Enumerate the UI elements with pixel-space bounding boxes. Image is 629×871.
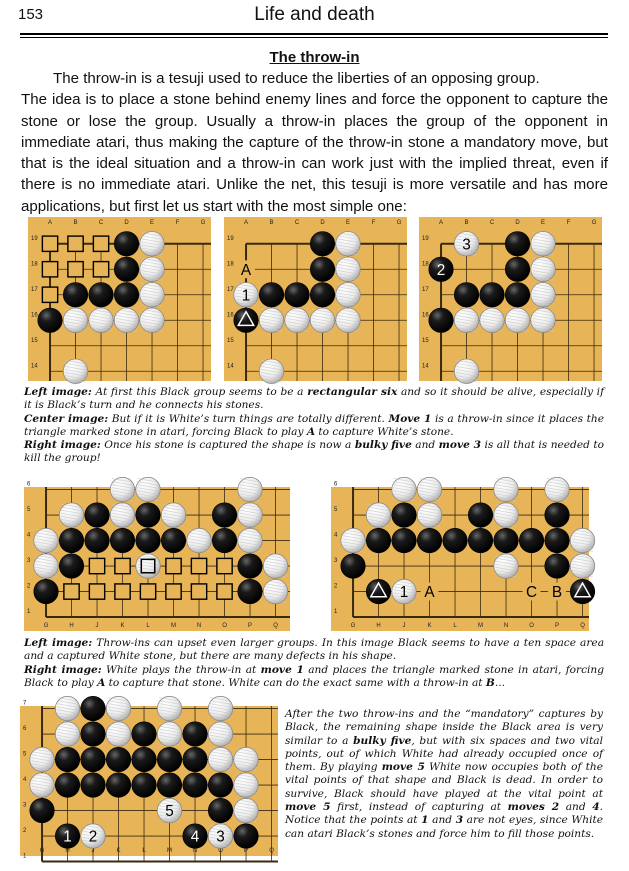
go-diagram-throw-ins-a-b	[331, 481, 589, 631]
row-coordinate: 19	[227, 235, 234, 242]
white-stone	[208, 747, 232, 771]
black-stone	[106, 747, 130, 771]
black-stone	[392, 528, 416, 552]
black-stone	[366, 528, 390, 552]
black-stone	[505, 283, 529, 307]
white-stone	[310, 308, 334, 332]
column-coordinate: J	[95, 623, 99, 629]
column-coordinate: K	[116, 848, 121, 854]
go-diagram-rectangular-six	[28, 217, 211, 381]
white-stone	[55, 722, 79, 746]
caption-right-image: Right image: Once his stone is captured the shape is now a bulky five and move 3 is all that is needed to kill the group!	[24, 439, 604, 465]
white-stone	[110, 477, 134, 501]
square-mark	[89, 558, 104, 573]
row-coordinate: 15	[31, 337, 38, 344]
white-stone	[531, 283, 555, 307]
white-stone	[531, 308, 555, 332]
black-stone	[55, 824, 79, 848]
black-stone	[545, 503, 569, 527]
white-stone	[480, 308, 504, 332]
go-diagram-final-shape	[20, 700, 278, 860]
move-number: 3	[462, 236, 471, 254]
white-stone	[454, 308, 478, 332]
column-coordinate: Q	[269, 848, 274, 854]
black-stone	[234, 308, 258, 332]
square-mark	[140, 584, 155, 599]
row-coordinate: 1	[334, 609, 338, 616]
black-stone	[161, 528, 185, 552]
black-stone	[545, 554, 569, 578]
caption-left-image-2: Left image: Throw-ins can upset even larger groups. In this image Black seems to have a ten space area and a captured White stone, but there are many defects in his shape.	[24, 637, 605, 663]
black-stone	[157, 747, 181, 771]
square-mark	[68, 262, 83, 277]
move-number: 2	[88, 828, 98, 846]
white-stone	[417, 503, 441, 527]
white-stone	[30, 773, 54, 797]
row-coordinate: 18	[422, 261, 429, 268]
black-stone	[106, 773, 130, 797]
row-coordinate: 4	[334, 532, 338, 539]
white-stone	[63, 308, 87, 332]
column-coordinate: F	[566, 220, 571, 226]
white-stone	[30, 747, 54, 771]
white-stone	[336, 283, 360, 307]
black-stone	[89, 283, 113, 307]
white-stone	[545, 477, 569, 501]
row-coordinate: 15	[422, 337, 429, 344]
white-stone	[157, 798, 181, 822]
board-label: B	[551, 584, 563, 602]
row-coordinate: 17	[422, 286, 429, 293]
white-stone	[140, 308, 164, 332]
white-stone	[110, 503, 134, 527]
column-coordinate: G	[43, 623, 49, 629]
black-stone	[55, 773, 79, 797]
white-stone	[234, 747, 258, 771]
black-stone	[443, 528, 467, 552]
header-rule	[20, 33, 608, 35]
black-stone	[132, 722, 156, 746]
black-stone	[366, 579, 390, 603]
column-coordinate: P	[555, 623, 560, 629]
white-stone	[157, 696, 181, 720]
black-stone	[238, 554, 262, 578]
black-stone	[30, 798, 54, 822]
move-number: 4	[190, 828, 200, 846]
row-coordinate: 14	[422, 363, 429, 370]
row-coordinate: 5	[23, 751, 27, 758]
go-diagram-ten-space-group	[24, 481, 290, 631]
white-stone	[336, 308, 360, 332]
row-coordinate: 2	[27, 583, 31, 590]
black-stone	[285, 283, 309, 307]
white-stone	[259, 308, 283, 332]
black-stone	[114, 257, 138, 281]
row-coordinate: 3	[334, 558, 338, 565]
square-mark	[115, 558, 130, 573]
intro-paragraph-2: The idea is to place a stone behind enemy lines and force the opponent to capture the stone or lose the group. Usually a throw-in places the group of the opponent in immediate atari, thus making the capture of the throw-in stone a mandatory move, but that is the ideal situation and a throw-in can work just with the implied threat, even if there is no immediate atari. Unlike the net, this tesuji is more versatile and has more applications, but first let us start with the most simple one:	[21, 91, 608, 215]
black-stone	[259, 283, 283, 307]
white-stone	[392, 579, 416, 603]
column-coordinate: C	[98, 220, 104, 226]
row-coordinate: 7	[23, 700, 27, 707]
black-stone	[132, 773, 156, 797]
white-stone	[140, 257, 164, 281]
column-coordinate: H	[65, 848, 70, 854]
black-stone	[519, 528, 543, 552]
black-stone	[183, 747, 207, 771]
intro-paragraph-1: The throw-in is a tesuji used to reduce the liberties of an opposing group.	[53, 70, 540, 87]
column-coordinate: J	[91, 848, 95, 854]
white-stone	[505, 308, 529, 332]
caption-3: After the two throw-ins and the “mandatory” captures by Black, the remaining shape inside the Black area is very similar to a bulky five, but with six spaces and two vital points, out of which White had already occupied once of them. By playing move 5 White now occupies both of the vital points of that shape and Black is dead. In order to survive, Black should have played at the vital point at move 5 first, instead of capturing at moves 2 and 4. Notice that the points at 1 and 3 are not eyes, since White can atari Black’s stones and force him to fill those points.	[285, 708, 604, 840]
column-coordinate: G	[396, 220, 402, 226]
page-number: 153	[18, 6, 44, 23]
black-stone	[480, 283, 504, 307]
white-stone	[234, 773, 258, 797]
black-stone	[468, 528, 492, 552]
black-stone	[114, 283, 138, 307]
white-stone	[285, 308, 309, 332]
white-stone	[234, 283, 258, 307]
black-stone	[38, 308, 62, 332]
row-coordinate: 4	[27, 532, 31, 539]
black-stone	[81, 722, 105, 746]
white-stone	[341, 528, 365, 552]
row-coordinate: 1	[27, 609, 31, 616]
square-mark	[64, 584, 79, 599]
move-number: 1	[63, 828, 72, 846]
black-stone	[81, 773, 105, 797]
white-stone	[570, 554, 594, 578]
move-number: 1	[241, 287, 251, 305]
white-stone	[336, 232, 360, 256]
black-stone	[183, 824, 207, 848]
board-label: A	[240, 261, 252, 279]
white-stone	[140, 283, 164, 307]
white-stone	[55, 696, 79, 720]
white-stone	[106, 696, 130, 720]
white-stone	[531, 232, 555, 256]
white-stone	[570, 528, 594, 552]
black-stone	[55, 747, 79, 771]
black-stone	[505, 232, 529, 256]
column-coordinate: E	[150, 220, 155, 226]
row-coordinate: 6	[23, 726, 27, 733]
caption-left-image: Left image: At first this Black group seems to be a rectangular six and so it should be alive, especially if it is Black’s turn and he connects his stones.	[24, 386, 604, 412]
intro-text	[21, 68, 608, 217]
row-coordinate: 19	[31, 235, 38, 242]
black-stone	[545, 528, 569, 552]
column-coordinate: F	[175, 220, 180, 226]
header-rule-thin	[20, 37, 608, 38]
square-mark	[93, 262, 108, 277]
row-coordinate: 19	[422, 235, 429, 242]
column-coordinate: L	[142, 848, 146, 854]
white-stone	[494, 554, 518, 578]
white-stone	[263, 554, 287, 578]
black-stone	[392, 503, 416, 527]
black-stone	[59, 554, 83, 578]
column-coordinate: A	[48, 220, 53, 226]
square-mark	[42, 262, 57, 277]
black-stone	[183, 773, 207, 797]
black-stone	[212, 528, 236, 552]
column-coordinate: L	[453, 623, 457, 629]
move-number: 1	[399, 584, 409, 602]
column-coordinate: N	[503, 623, 509, 629]
column-coordinate: H	[69, 623, 74, 629]
square-mark	[93, 236, 108, 251]
black-stone	[238, 579, 262, 603]
square-mark	[191, 584, 206, 599]
column-coordinate: Q	[580, 623, 585, 629]
white-stone	[417, 477, 441, 501]
go-diagram-throw-in-move-1	[224, 217, 407, 381]
board-label: A	[424, 584, 435, 602]
column-coordinate: C	[489, 220, 495, 226]
column-coordinate: D	[124, 220, 129, 226]
column-coordinate: G	[350, 623, 356, 629]
column-coordinate: N	[192, 848, 198, 854]
white-stone	[238, 503, 262, 527]
black-stone	[85, 528, 109, 552]
square-mark	[217, 584, 232, 599]
black-stone	[63, 283, 87, 307]
white-stone	[531, 257, 555, 281]
black-stone	[494, 528, 518, 552]
white-stone	[494, 477, 518, 501]
column-coordinate: B	[73, 220, 78, 226]
black-stone	[136, 503, 160, 527]
column-coordinate: A	[244, 220, 249, 226]
white-stone	[208, 722, 232, 746]
square-mark	[42, 287, 57, 302]
caption-center-image: Center image: But if it is White’s turn things are totally different. Move 1 is a throw-in since it places the triangle marked stone in atari, forcing Black to play A to capture White’s stone.	[24, 412, 605, 438]
black-stone	[208, 798, 232, 822]
white-stone	[208, 824, 232, 848]
white-stone	[81, 824, 105, 848]
black-stone	[136, 528, 160, 552]
white-stone	[34, 528, 58, 552]
column-coordinate: E	[541, 220, 546, 226]
row-coordinate: 4	[23, 777, 27, 784]
black-stone	[417, 528, 441, 552]
column-coordinate: N	[196, 623, 202, 629]
black-stone	[505, 257, 529, 281]
row-coordinate: 1	[23, 853, 27, 860]
square-mark	[166, 558, 181, 573]
white-stone	[59, 503, 83, 527]
white-stone	[106, 722, 130, 746]
move-number: 3	[216, 828, 225, 846]
row-coordinate: 17	[227, 286, 234, 293]
column-coordinate: P	[248, 623, 253, 629]
column-coordinate: A	[439, 220, 444, 226]
column-coordinate: O	[218, 848, 223, 854]
column-coordinate: G	[39, 848, 45, 854]
white-stone	[187, 528, 211, 552]
white-stone	[157, 722, 181, 746]
row-coordinate: 16	[31, 312, 38, 319]
black-stone	[85, 503, 109, 527]
row-coordinate: 5	[27, 507, 31, 514]
white-stone	[454, 359, 478, 383]
row-coordinate: 17	[31, 286, 38, 293]
black-stone	[341, 554, 365, 578]
column-coordinate: B	[269, 220, 274, 226]
black-stone	[208, 773, 232, 797]
square-mark	[217, 558, 232, 573]
square-mark	[89, 584, 104, 599]
black-stone	[81, 696, 105, 720]
white-stone	[392, 477, 416, 501]
white-stone	[263, 579, 287, 603]
white-stone	[454, 232, 478, 256]
row-coordinate: 18	[227, 261, 234, 268]
white-stone	[89, 308, 113, 332]
row-coordinate: 16	[422, 312, 429, 319]
square-mark	[191, 558, 206, 573]
row-coordinate: 18	[31, 261, 38, 268]
board-label: C	[525, 584, 538, 602]
black-stone	[34, 579, 58, 603]
column-coordinate: M	[167, 848, 173, 854]
white-stone	[336, 257, 360, 281]
go-diagram-bulky-five	[419, 217, 602, 381]
move-number: 2	[436, 261, 446, 279]
white-stone	[208, 696, 232, 720]
square-mark	[115, 584, 130, 599]
black-stone	[234, 824, 258, 848]
column-coordinate: B	[464, 220, 469, 226]
caption-1	[24, 386, 604, 466]
black-stone	[310, 283, 334, 307]
white-stone	[63, 359, 87, 383]
row-coordinate: 3	[23, 802, 27, 809]
black-stone	[114, 232, 138, 256]
row-coordinate: 3	[27, 558, 31, 565]
black-stone	[429, 308, 453, 332]
row-coordinate: 6	[334, 481, 338, 488]
square-mark	[166, 584, 181, 599]
black-stone	[310, 257, 334, 281]
row-coordinate: 14	[31, 363, 38, 370]
black-stone	[157, 773, 181, 797]
black-stone	[132, 747, 156, 771]
black-stone	[212, 503, 236, 527]
caption-right-image-2: Right image: White plays the throw-in at move 1 and places the triangle marked stone in atari, forcing Black to play A to capture that stone. White can do the exact same with a throw-in at B...	[24, 663, 604, 689]
column-coordinate: Q	[273, 623, 278, 629]
chapter-title: Life and death	[254, 4, 375, 25]
white-stone	[259, 359, 283, 383]
column-coordinate: M	[171, 623, 177, 629]
column-coordinate: L	[146, 623, 150, 629]
white-stone	[238, 528, 262, 552]
white-stone	[136, 477, 160, 501]
column-coordinate: K	[120, 623, 125, 629]
column-coordinate: D	[515, 220, 520, 226]
column-coordinate: M	[478, 623, 484, 629]
square-mark	[42, 236, 57, 251]
row-coordinate: 2	[23, 828, 27, 835]
row-coordinate: 15	[227, 337, 234, 344]
column-coordinate: G	[200, 220, 206, 226]
black-stone	[570, 579, 594, 603]
caption-2	[24, 637, 604, 690]
row-coordinate: 5	[334, 507, 338, 514]
column-coordinate: K	[427, 623, 432, 629]
black-stone	[468, 503, 492, 527]
column-coordinate: D	[320, 220, 325, 226]
section-title: The throw-in	[269, 49, 360, 66]
white-stone	[136, 554, 160, 578]
white-stone	[234, 798, 258, 822]
black-stone	[310, 232, 334, 256]
square-mark	[68, 236, 83, 251]
white-stone	[494, 503, 518, 527]
white-stone	[161, 503, 185, 527]
column-coordinate: H	[376, 623, 381, 629]
row-coordinate: 14	[227, 363, 234, 370]
white-stone	[114, 308, 138, 332]
black-stone	[429, 257, 453, 281]
white-stone	[238, 477, 262, 501]
column-coordinate: C	[294, 220, 300, 226]
column-coordinate: O	[529, 623, 534, 629]
black-stone	[59, 528, 83, 552]
move-number: 5	[165, 803, 174, 821]
column-coordinate: O	[222, 623, 227, 629]
column-coordinate: E	[346, 220, 351, 226]
row-coordinate: 6	[27, 481, 31, 488]
row-coordinate: 2	[334, 583, 338, 590]
column-coordinate: J	[402, 623, 406, 629]
column-coordinate: P	[244, 848, 249, 854]
black-stone	[183, 722, 207, 746]
black-stone	[81, 747, 105, 771]
white-stone	[140, 232, 164, 256]
column-coordinate: F	[371, 220, 376, 226]
black-stone	[110, 528, 134, 552]
black-stone	[454, 283, 478, 307]
white-stone	[34, 554, 58, 578]
column-coordinate: G	[591, 220, 597, 226]
row-coordinate: 16	[227, 312, 234, 319]
white-stone	[366, 503, 390, 527]
